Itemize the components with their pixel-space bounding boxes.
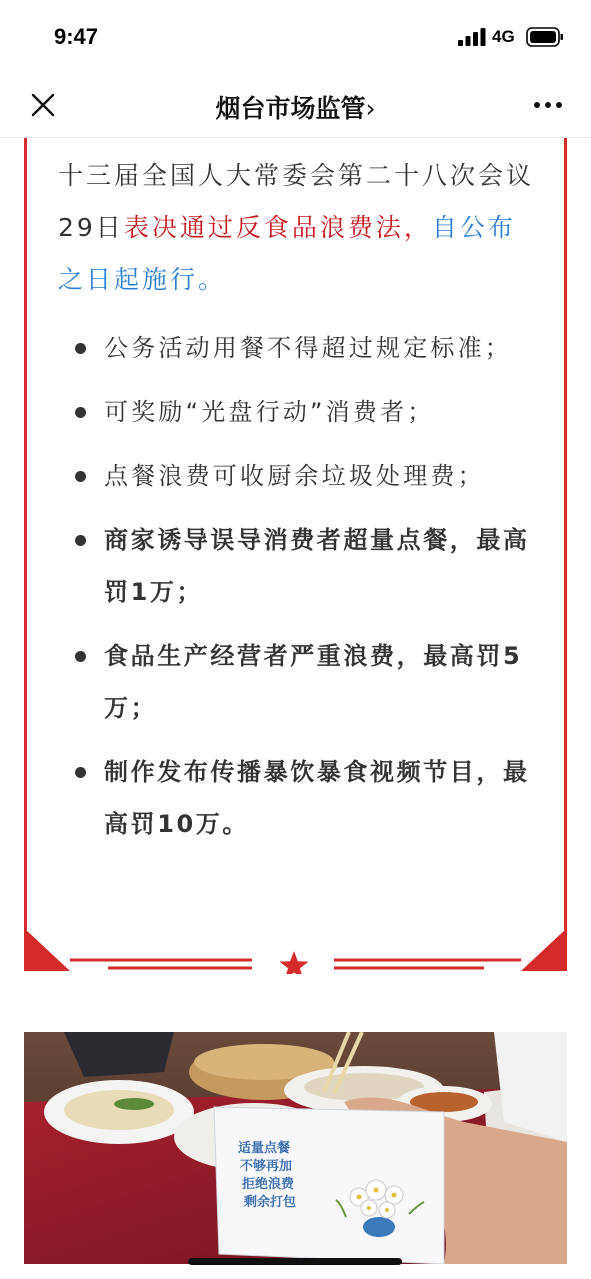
bullet-icon [75, 651, 86, 662]
bullet-icon [75, 767, 86, 778]
status-time: 9:47 [54, 24, 99, 49]
bullet-icon [75, 471, 86, 482]
intro-highlight-blue: 自公布之日起施行。 [58, 213, 516, 294]
list-item [70, 514, 540, 618]
intro-highlight-red: 表决通过反食品浪费法， [123, 213, 432, 242]
account-title-link[interactable] [0, 89, 591, 125]
card-line-3: 拒绝浪费 [242, 1177, 295, 1192]
more-icon[interactable] [533, 100, 563, 110]
card-line-4: 剩余打包 [244, 1195, 297, 1210]
card-line-2: 不够再加 [240, 1159, 293, 1174]
list-item-text: 商家诱导误导消费者超量点餐，最高罚1万； [104, 526, 530, 606]
law-provisions-list [70, 322, 540, 862]
corner-triangle-right [521, 928, 567, 971]
signal-icon [458, 28, 486, 46]
list-item-text: 公务活动用餐不得超过规定标准； [104, 334, 512, 362]
list-item [70, 450, 540, 502]
bullet-icon [75, 407, 86, 418]
list-item [70, 630, 540, 734]
corner-triangle-left [24, 928, 70, 971]
chevron-right-icon: › [365, 94, 376, 123]
bullet-icon [75, 535, 86, 546]
list-item-text: 可奖励“光盘行动”消费者； [104, 398, 435, 426]
list-item [70, 386, 540, 438]
list-item [70, 322, 540, 374]
list-item-text: 制作发布传播暴饮暴食视频节目，最高罚10万。 [104, 758, 530, 838]
intro-paragraph [58, 150, 536, 306]
account-name: 烟台市场监管 [215, 94, 366, 123]
list-item-text: 食品生产经营者严重浪费，最高罚5万； [104, 642, 523, 722]
restaurant-table-image [24, 1032, 567, 1264]
star-icon [280, 951, 309, 974]
network-label: 4G [492, 27, 515, 46]
status-bar [0, 0, 591, 72]
battery-icon [526, 27, 564, 47]
nav-bar [0, 72, 591, 138]
bullet-icon [75, 343, 86, 354]
list-item [70, 746, 540, 850]
card-line-1: 适量点餐 [238, 1141, 291, 1156]
home-indicator[interactable] [188, 1258, 402, 1265]
article-photo[interactable] [24, 1032, 567, 1264]
list-item-text: 点餐浪费可收厨余垃圾处理费； [104, 462, 485, 490]
intro-text: 十三届全国人大常委会第二十八次会议29日 [58, 161, 535, 242]
